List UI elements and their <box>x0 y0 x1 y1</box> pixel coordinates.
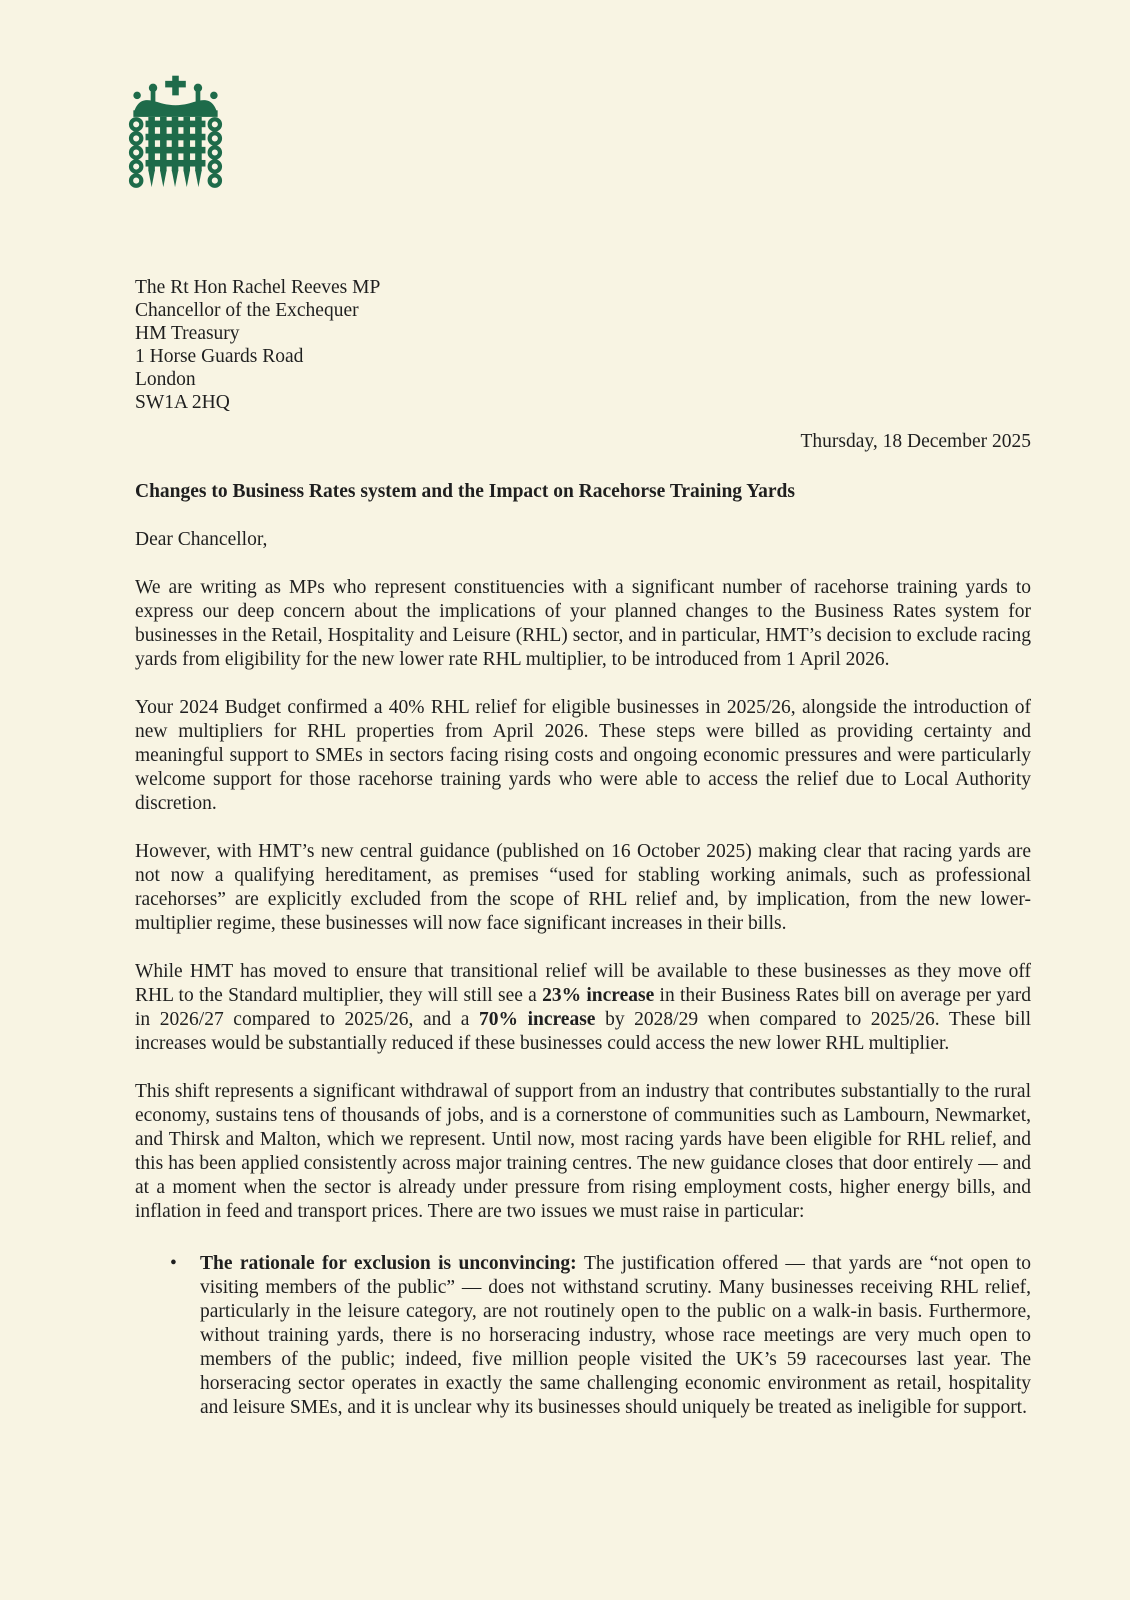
text-run: in their Business Rates bill on average per yard in 2026/27 compared to 2025/26, and a <box>135 985 1031 1030</box>
letter-date: Thursday, 18 December 2025 <box>800 431 1031 452</box>
text-run: The justification offered — that yards are “not open to visiting members of the public” — does not withstand scrutiny. Many businesses receiving RHL relief, particularly in the leisure category, are not routinely open to the public on a walk-in basis. Furthermore, without training yards, there is no horseracing industry, whose race meetings are very much open to members of the public; indeed, five million people visited the UK’s 59 racecourses last year. The horseracing sector operates in exactly the same challenging economic environment as retail, hospitality and leisure SMEs, and it is unclear why its businesses should uniquely be treated as ineligible for support. <box>200 1253 1031 1418</box>
bold-text-run: 23% increase <box>542 985 655 1006</box>
address-line: London <box>135 369 196 390</box>
address-line: HM Treasury <box>135 323 240 344</box>
letter-bullet-list <box>135 1252 1031 1420</box>
letter-paragraph <box>135 696 1031 816</box>
parliament-portcullis-logo <box>124 72 227 203</box>
letter-bullet-item <box>135 1252 1031 1420</box>
subject-line: Changes to Business Rates system and the Impact on Racehorse Training Yards <box>135 481 795 502</box>
text-run: by 2028/29 when compared to 2025/26. These bill increases would be substantially reduced if these businesses could access the new lower RHL multiplier. <box>135 1009 1032 1054</box>
text-run: This shift represents a significant withdrawal of support from an industry that contributes substantially to the rural economy, sustains tens of thousands of jobs, and is a cornerstone of communities such as Lambourn, Newmarket, and Thirsk and Malton, which we represent. Until now, most racing yards have been eligible for RHL relief, and this has been applied consistently across major training centres. The new guidance closes that door entirely — and at a moment when the sector is already under pressure from rising employment costs, higher energy bills, and inflation in feed and transport prices. There are two issues we must raise in particular: <box>135 1081 1031 1222</box>
bold-text-run: 70% increase <box>478 1009 596 1030</box>
address-line: SW1A 2HQ <box>135 392 230 413</box>
text-run: However, with HMT’s new central guidance (published on 16 October 2025) making clear that racing yards are not now a qualifying hereditament, as premises “used for stabling working animals, such as professional racehorses” are explicitly excluded from the scope of RHL relief and, by implication, from the new lower-multiplier regime, these businesses will now face significant increases in their bills. <box>135 841 1031 934</box>
text-run: While HMT has moved to ensure that transitional relief will be available to these businesses as they move off RHL to the Standard multiplier, they will still see a <box>135 961 1031 1006</box>
address-line: 1 Horse Guards Road <box>135 346 304 367</box>
letter-paragraphs <box>135 576 1031 1224</box>
salutation: Dear Chancellor, <box>135 529 268 550</box>
letter-paragraph <box>135 960 1031 1056</box>
address-line: Chancellor of the Exchequer <box>135 300 359 321</box>
bold-text-run: The rationale for exclusion is unconvincing: <box>200 1253 584 1274</box>
letter-paragraph <box>135 840 1031 936</box>
text-run: Your 2024 Budget confirmed a 40% RHL relief for eligible businesses in 2025/26, alongside the introduction of new multipliers for RHL properties from April 2026. These steps were billed as providing certainty and meaningful support to SMEs in sectors facing rising costs and ongoing economic pressures and were particularly welcome support for those racehorse training yards who were able to access the relief due to Local Authority discretion. <box>135 697 1031 814</box>
letter-content <box>135 276 1031 1420</box>
text-run: We are writing as MPs who represent constituencies with a significant number of racehorse training yards to express our deep concern about the implications of your planned changes to the Business Rates system for businesses in the Retail, Hospitality and Leisure (RHL) sector, and in particular, HMT’s decision to exclude racing yards from eligibility for the new lower rate RHL multiplier, to be introduced from 1 April 2026. <box>135 577 1031 670</box>
letter-paragraph <box>135 576 1031 672</box>
recipient-address <box>135 276 1031 414</box>
address-line: The Rt Hon Rachel Reeves MP <box>135 277 381 298</box>
letter-paragraph <box>135 1080 1031 1224</box>
